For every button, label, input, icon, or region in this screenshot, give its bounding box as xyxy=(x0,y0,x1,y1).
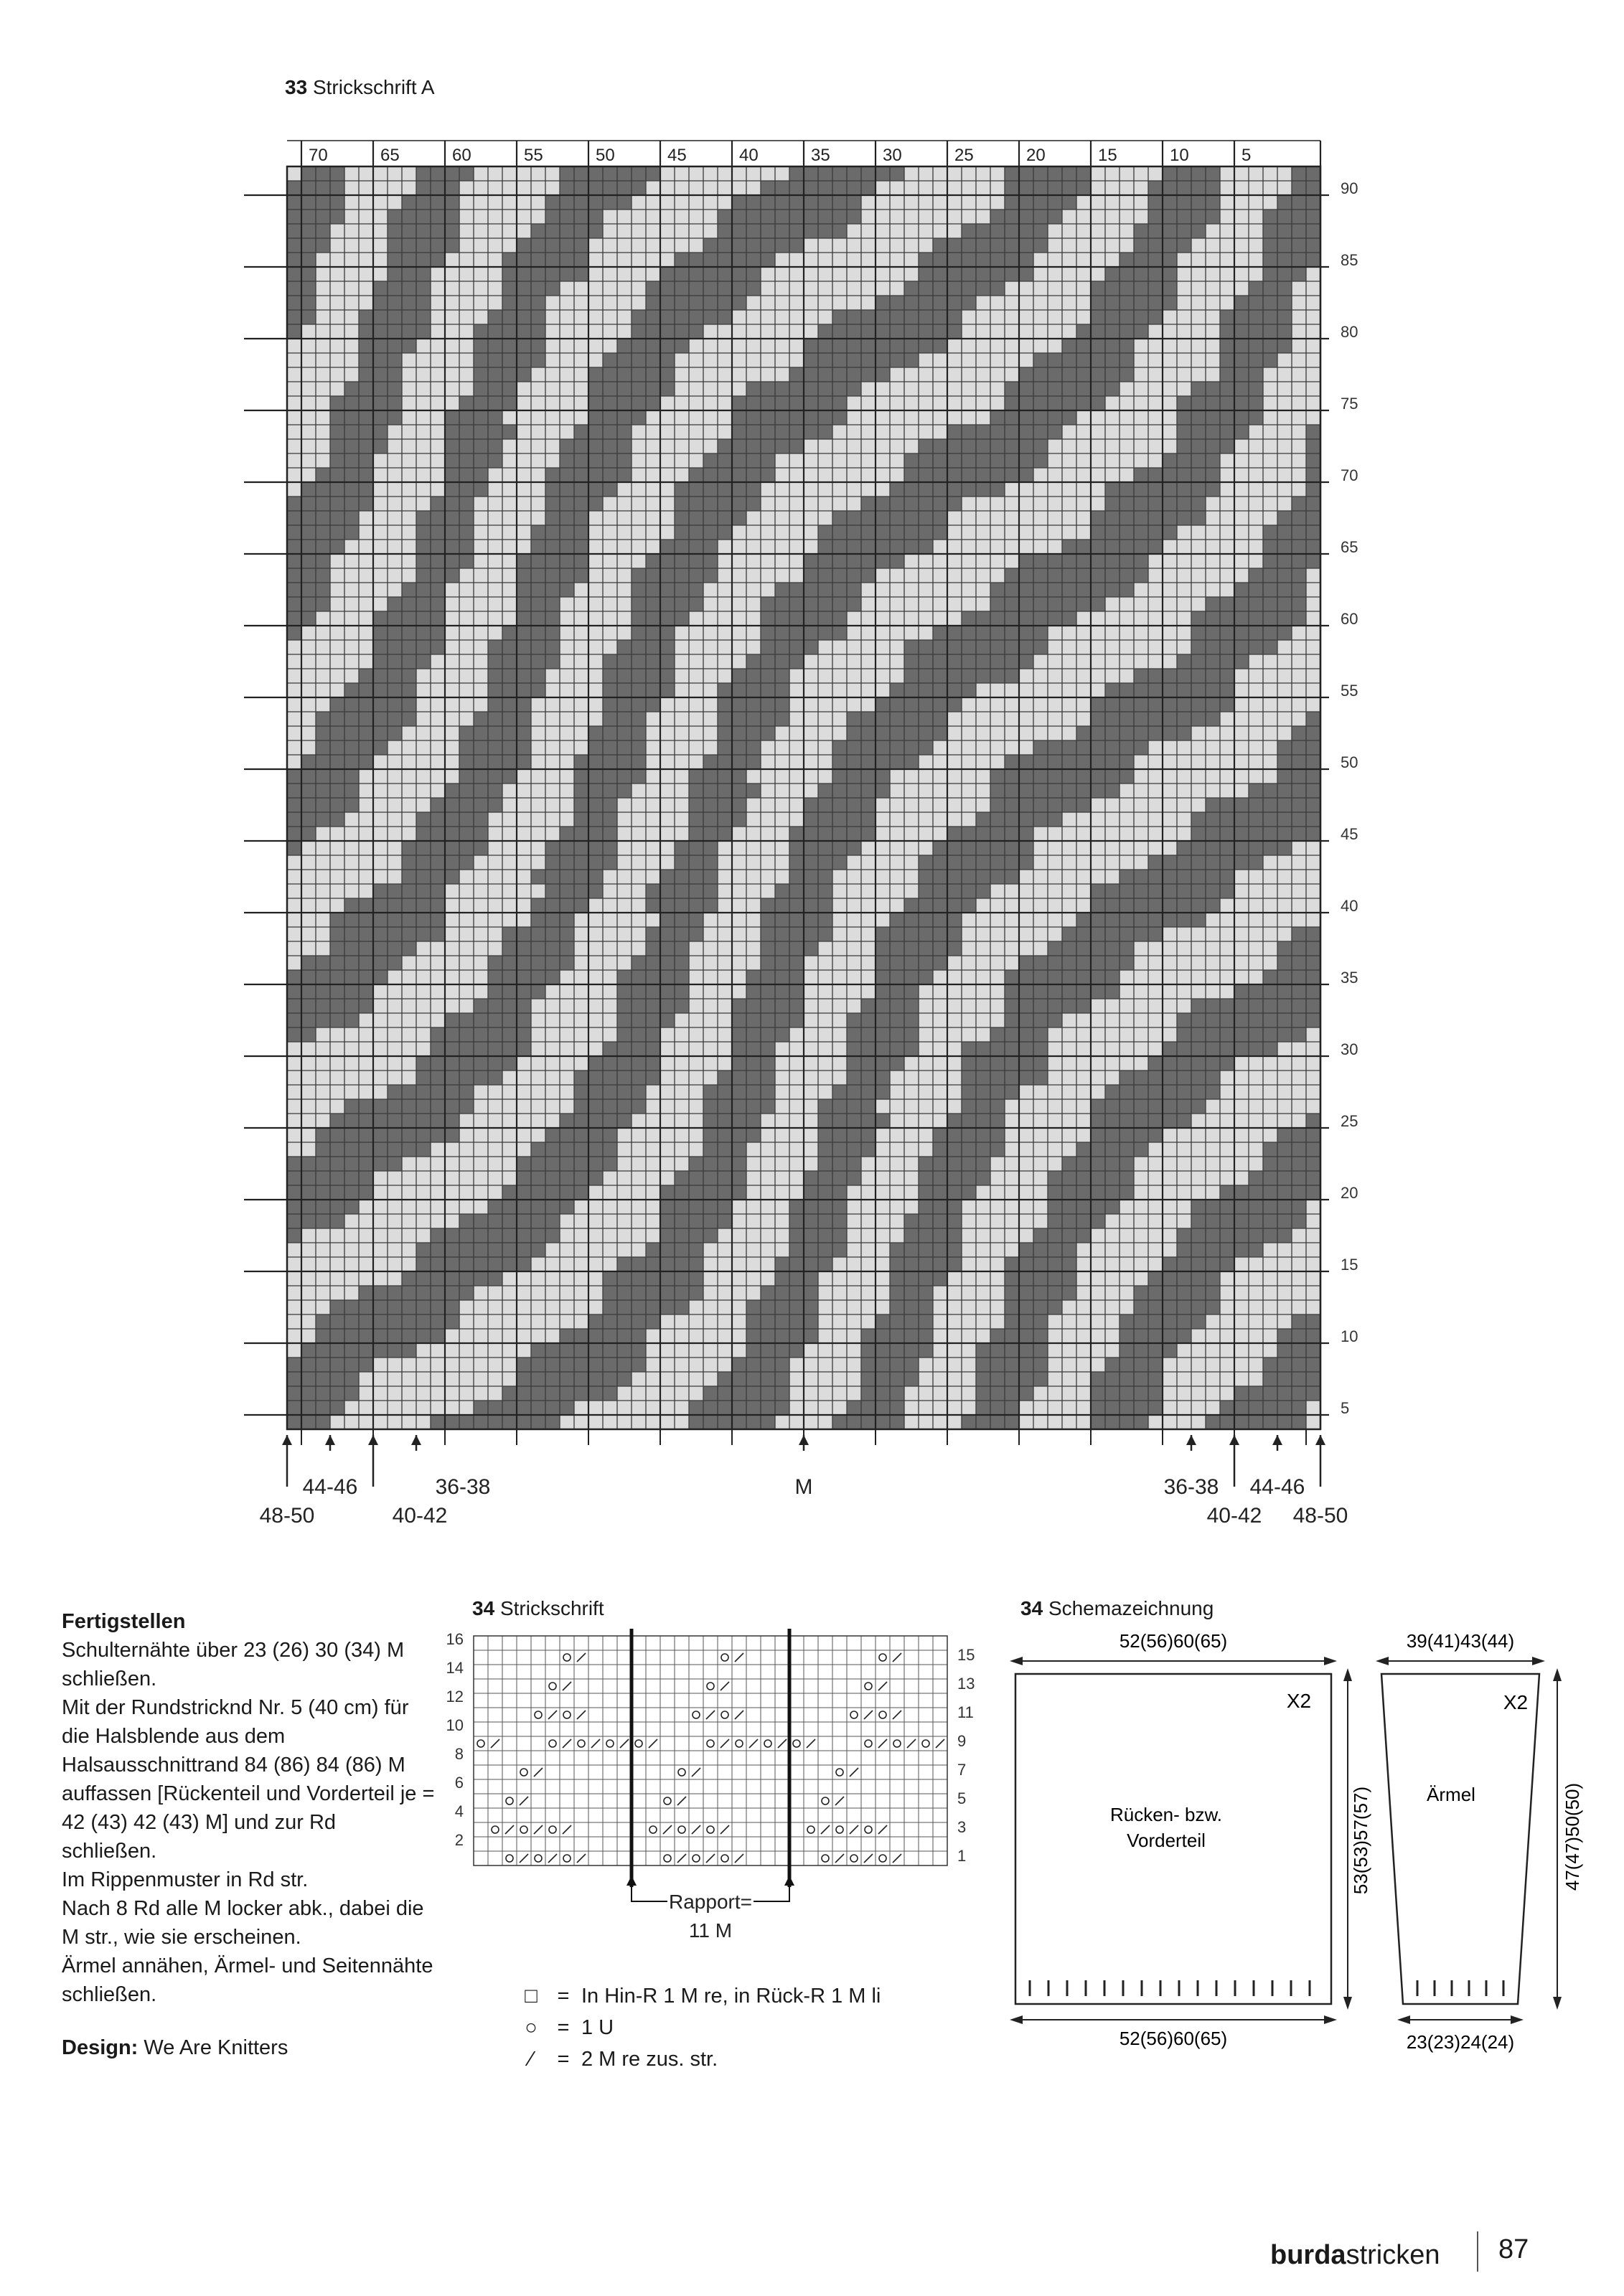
column-label: 40 xyxy=(739,146,759,165)
legend-text: 2 M re zus. str. xyxy=(581,2048,718,2071)
row-label: 65 xyxy=(1341,538,1358,556)
finishing-section xyxy=(62,1607,435,2062)
size-marker-right: 48-50 xyxy=(1292,1504,1348,1528)
schema-title-text: Schemazeichnung xyxy=(1048,1597,1214,1619)
sleeve-bottom-width: 23(23)24(24) xyxy=(1406,2031,1515,2053)
row-label-right: 7 xyxy=(957,1761,967,1779)
row-label: 25 xyxy=(1341,1112,1358,1130)
row-label-left: 16 xyxy=(446,1630,464,1648)
sleeve-height: 47(47)50(50) xyxy=(1562,1782,1583,1891)
row-label: 75 xyxy=(1341,395,1358,413)
body-label-1: Rücken- bzw. xyxy=(1109,1804,1223,1825)
column-label: 70 xyxy=(309,146,328,165)
finishing-paragraph-3: Im Rippenmuster in Rd str. xyxy=(62,1868,309,1891)
row-label-right: 5 xyxy=(957,1789,967,1807)
circle-icon: ○ xyxy=(525,2016,538,2039)
schematic-drawing xyxy=(1005,1593,1615,2081)
row-label-left: 6 xyxy=(454,1774,464,1792)
sleeve-top-width: 39(41)43(44) xyxy=(1406,1630,1515,1652)
chart-a-number: 33 xyxy=(285,76,308,98)
row-label: 10 xyxy=(1341,1327,1358,1345)
legend-row-k2tog xyxy=(517,2043,881,2075)
colorwork-chart-a xyxy=(244,115,1421,1543)
column-label: 30 xyxy=(883,146,902,165)
chart-34-title-text: Strickschrift xyxy=(499,1597,604,1619)
legend-equals: = xyxy=(557,2016,570,2039)
row-label: 20 xyxy=(1341,1184,1358,1202)
legend-text: 1 U xyxy=(581,2016,614,2039)
size-marker-right: 36-38 xyxy=(1163,1475,1219,1499)
design-credit xyxy=(62,2033,435,2062)
row-label-left: 4 xyxy=(454,1802,464,1820)
row-label: 40 xyxy=(1341,897,1358,915)
body-piece xyxy=(1015,1630,1371,2049)
row-label-right: 11 xyxy=(957,1703,974,1721)
column-label: 45 xyxy=(667,146,687,165)
sleeve-piece xyxy=(1381,1630,1583,2053)
size-marker-left: 44-46 xyxy=(302,1475,358,1499)
legend-text: In Hin-R 1 M re, in Rück-R 1 M li xyxy=(581,1985,881,2008)
brand-rest: stricken xyxy=(1346,2240,1440,2270)
row-label: 70 xyxy=(1341,466,1358,484)
finishing-paragraph-4: Nach 8 Rd alle M locker abk., dabei die M str., wie sie erscheinen. xyxy=(62,1897,424,1949)
sleeve-count: X2 xyxy=(1503,1691,1529,1713)
body-height: 53(53)57(57) xyxy=(1350,1786,1371,1895)
finishing-paragraph-5: Ärmel annähen, Ärmel- und Seitennähte schließen. xyxy=(62,1954,433,2006)
row-label-left: 2 xyxy=(454,1831,464,1849)
column-label: 15 xyxy=(1098,146,1117,165)
size-marker-left: 48-50 xyxy=(259,1504,315,1528)
column-label: 50 xyxy=(596,146,615,165)
sleeve-label: Ärmel xyxy=(1427,1784,1475,1805)
row-label-right: 15 xyxy=(957,1646,975,1664)
row-label-right: 13 xyxy=(957,1675,975,1693)
legend-row-yarn-over xyxy=(517,2012,881,2043)
legend-equals: = xyxy=(557,2048,570,2071)
row-label-left: 10 xyxy=(446,1716,464,1734)
row-label: 35 xyxy=(1341,969,1358,987)
column-label: 25 xyxy=(954,146,974,165)
size-marker-right: 40-42 xyxy=(1206,1504,1262,1528)
row-label-left: 12 xyxy=(446,1688,464,1705)
row-label: 80 xyxy=(1341,323,1358,341)
row-label-left: 8 xyxy=(454,1745,464,1763)
lace-chart-34 xyxy=(438,1607,983,1937)
rapport-label: Rapport= xyxy=(669,1891,752,1913)
row-label: 5 xyxy=(1341,1399,1350,1417)
row-label: 30 xyxy=(1341,1040,1358,1058)
empty-square-icon: □ xyxy=(525,1985,538,2008)
chart-a-title xyxy=(285,76,435,99)
footer-divider xyxy=(1477,2231,1478,2272)
column-label: 5 xyxy=(1242,146,1252,165)
row-label: 55 xyxy=(1341,682,1358,700)
size-marker-left: 40-42 xyxy=(392,1504,448,1528)
row-label: 90 xyxy=(1341,179,1358,197)
row-label-right: 1 xyxy=(957,1847,967,1865)
body-top-width: 52(56)60(65) xyxy=(1119,1630,1228,1652)
legend-equals: = xyxy=(557,1985,570,2008)
column-label: 10 xyxy=(1170,146,1189,165)
legend-row-knit xyxy=(517,1980,881,2012)
column-label: 55 xyxy=(524,146,543,165)
finishing-paragraph-2: Mit der Rundstricknd Nr. 5 (40 cm) für die Halsblende aus dem Halsausschnittrand 84 (86) 84 (86) M auffassen [Rückenteil und Vorderteil je = 42 (43) 42 (43) M] und zur Rd schließen. xyxy=(62,1696,435,1863)
page-number: 87 xyxy=(1498,2234,1529,2264)
design-label: Design: xyxy=(62,2036,139,2059)
column-label: 65 xyxy=(380,146,400,165)
size-marker-right: 44-46 xyxy=(1249,1475,1305,1499)
row-label-right: 9 xyxy=(957,1732,967,1750)
body-bottom-width: 52(56)60(65) xyxy=(1119,2028,1228,2049)
body-label-2: Vorderteil xyxy=(1127,1830,1206,1851)
column-label: 35 xyxy=(811,146,830,165)
finishing-paragraph-1: Schulternähte über 23 (26) 30 (34) M schließen. xyxy=(62,1639,405,1690)
row-label: 60 xyxy=(1341,610,1358,628)
row-label: 45 xyxy=(1341,825,1358,843)
chart-legend xyxy=(517,1980,881,2075)
center-marker: M xyxy=(794,1475,813,1499)
row-label: 15 xyxy=(1341,1256,1358,1274)
row-label-left: 14 xyxy=(446,1659,464,1677)
size-marker-left: 36-38 xyxy=(435,1475,491,1499)
row-label: 85 xyxy=(1341,251,1358,269)
brand-bold: burda xyxy=(1270,2240,1346,2270)
column-label: 20 xyxy=(1026,146,1046,165)
row-label: 50 xyxy=(1341,753,1358,771)
schema-number: 34 xyxy=(1020,1597,1043,1619)
design-value: We Are Knitters xyxy=(144,2036,288,2059)
chart-34-number: 34 xyxy=(472,1597,495,1619)
chart-a-title-text: Strickschrift A xyxy=(312,76,435,98)
slash-icon: ⁄ xyxy=(529,2048,533,2071)
body-count: X2 xyxy=(1286,1690,1312,1712)
column-label: 60 xyxy=(452,146,471,165)
row-label-right: 3 xyxy=(957,1818,967,1836)
finishing-heading: Fertigstellen xyxy=(62,1610,186,1633)
rapport-value: 11 M xyxy=(688,1919,733,1937)
footer-brand xyxy=(1270,2240,1440,2271)
